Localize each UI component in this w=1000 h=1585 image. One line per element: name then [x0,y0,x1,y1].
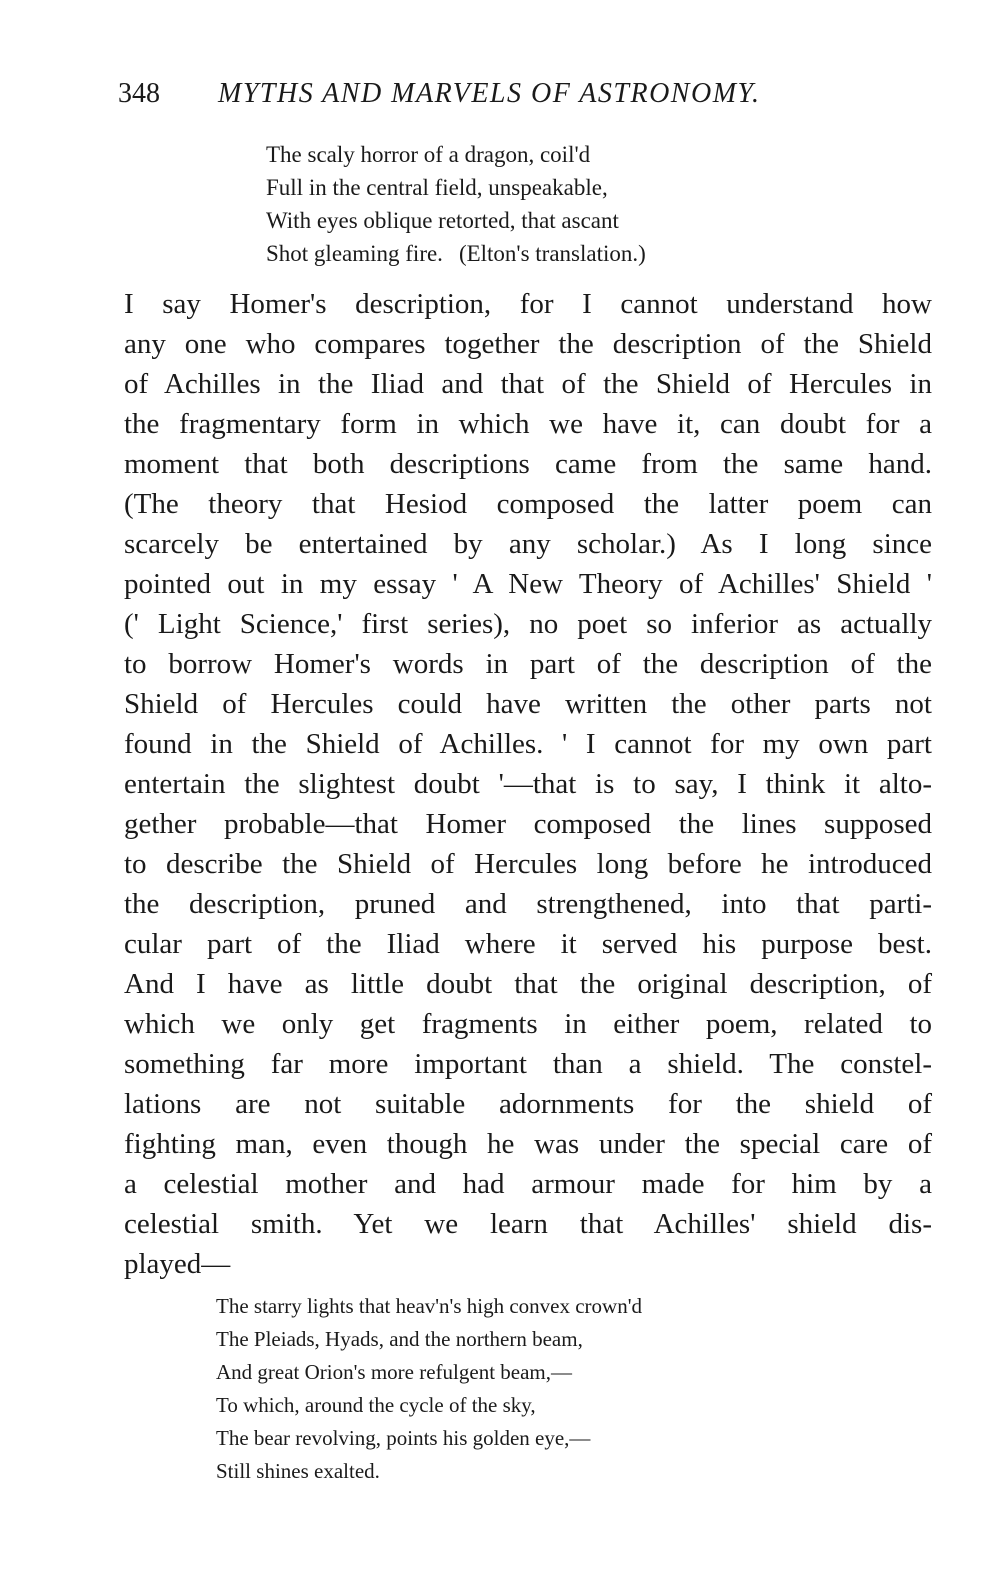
body-line: And I have as little doubt that the original description, of [124,968,932,1000]
verse-quote-shield [216,1290,642,1488]
running-title: MYTHS AND MARVELS OF ASTRONOMY. [218,78,761,109]
verse-quote-dragon [266,138,646,270]
body-line: pointed out in my essay ' A New Theory of Achilles' Shield ' [124,568,932,600]
body-line: something far more important than a shield. The constel- [124,1048,932,1080]
body-paragraph [124,284,932,1284]
running-header [118,78,878,110]
body-line: gether probable—that Homer composed the lines supposed [124,808,932,840]
body-line: to describe the Shield of Hercules long before he introduced [124,848,932,880]
body-line: I say Homer's description, for I cannot understand how [124,288,932,320]
page-number: 348 [118,78,160,109]
body-line: lations are not suitable adornments for the shield of [124,1088,932,1120]
body-line: celestial smith. Yet we learn that Achilles' shield dis- [124,1208,932,1240]
verse-line-with-citation [266,237,646,270]
body-line: to borrow Homer's words in part of the description of the [124,648,932,680]
body-line: (' Light Science,' first series), no poet so inferior as actually [124,608,932,640]
body-line: Shield of Hercules could have written the other parts not [124,688,932,720]
translation-citation: (Elton's translation.) [458,241,646,266]
verse-line: The scaly horror of a dragon, coil'd [266,142,591,167]
body-line: entertain the slightest doubt '—that is to say, I think it alto- [124,768,932,800]
body-line: (The theory that Hesiod composed the latter poem can [124,488,932,520]
body-line: the description, pruned and strengthened, into that parti- [124,888,932,920]
body-line: the fragmentary form in which we have it, can doubt for a [124,408,932,440]
body-line: cular part of the Iliad where it served his purpose best. [124,928,932,960]
body-line: played— [124,1248,231,1280]
body-line: moment that both descriptions came from the same hand. [124,448,932,480]
verse-line: Still shines exalted. [216,1459,380,1483]
body-line: fighting man, even though he was under the special care of [124,1128,932,1160]
verse-line: And great Orion's more refulgent beam,— [216,1360,573,1384]
verse-line: Full in the central field, unspeakable, [266,175,608,200]
body-line: of Achilles in the Iliad and that of the Shield of Hercules in [124,368,932,400]
body-line: scarcely be entertained by any scholar.) As I long since [124,528,932,560]
verse-line: With eyes oblique retorted, that ascant [266,208,619,233]
body-line: a celestial mother and had armour made for him by a [124,1168,932,1200]
body-line: any one who compares together the description of the Shield [124,328,932,360]
body-line: which we only get fragments in either poem, related to [124,1008,932,1040]
verse-line: The bear revolving, points his golden eye,— [216,1426,591,1450]
verse-line: The Pleiads, Hyads, and the northern beam, [216,1327,583,1351]
verse-line: To which, around the cycle of the sky, [216,1393,536,1417]
body-line: found in the Shield of Achilles. ' I cannot for my own part [124,728,932,760]
verse-line: The starry lights that heav'n's high convex crown'd [216,1294,642,1318]
verse-line: Shot gleaming fire. [266,241,443,266]
